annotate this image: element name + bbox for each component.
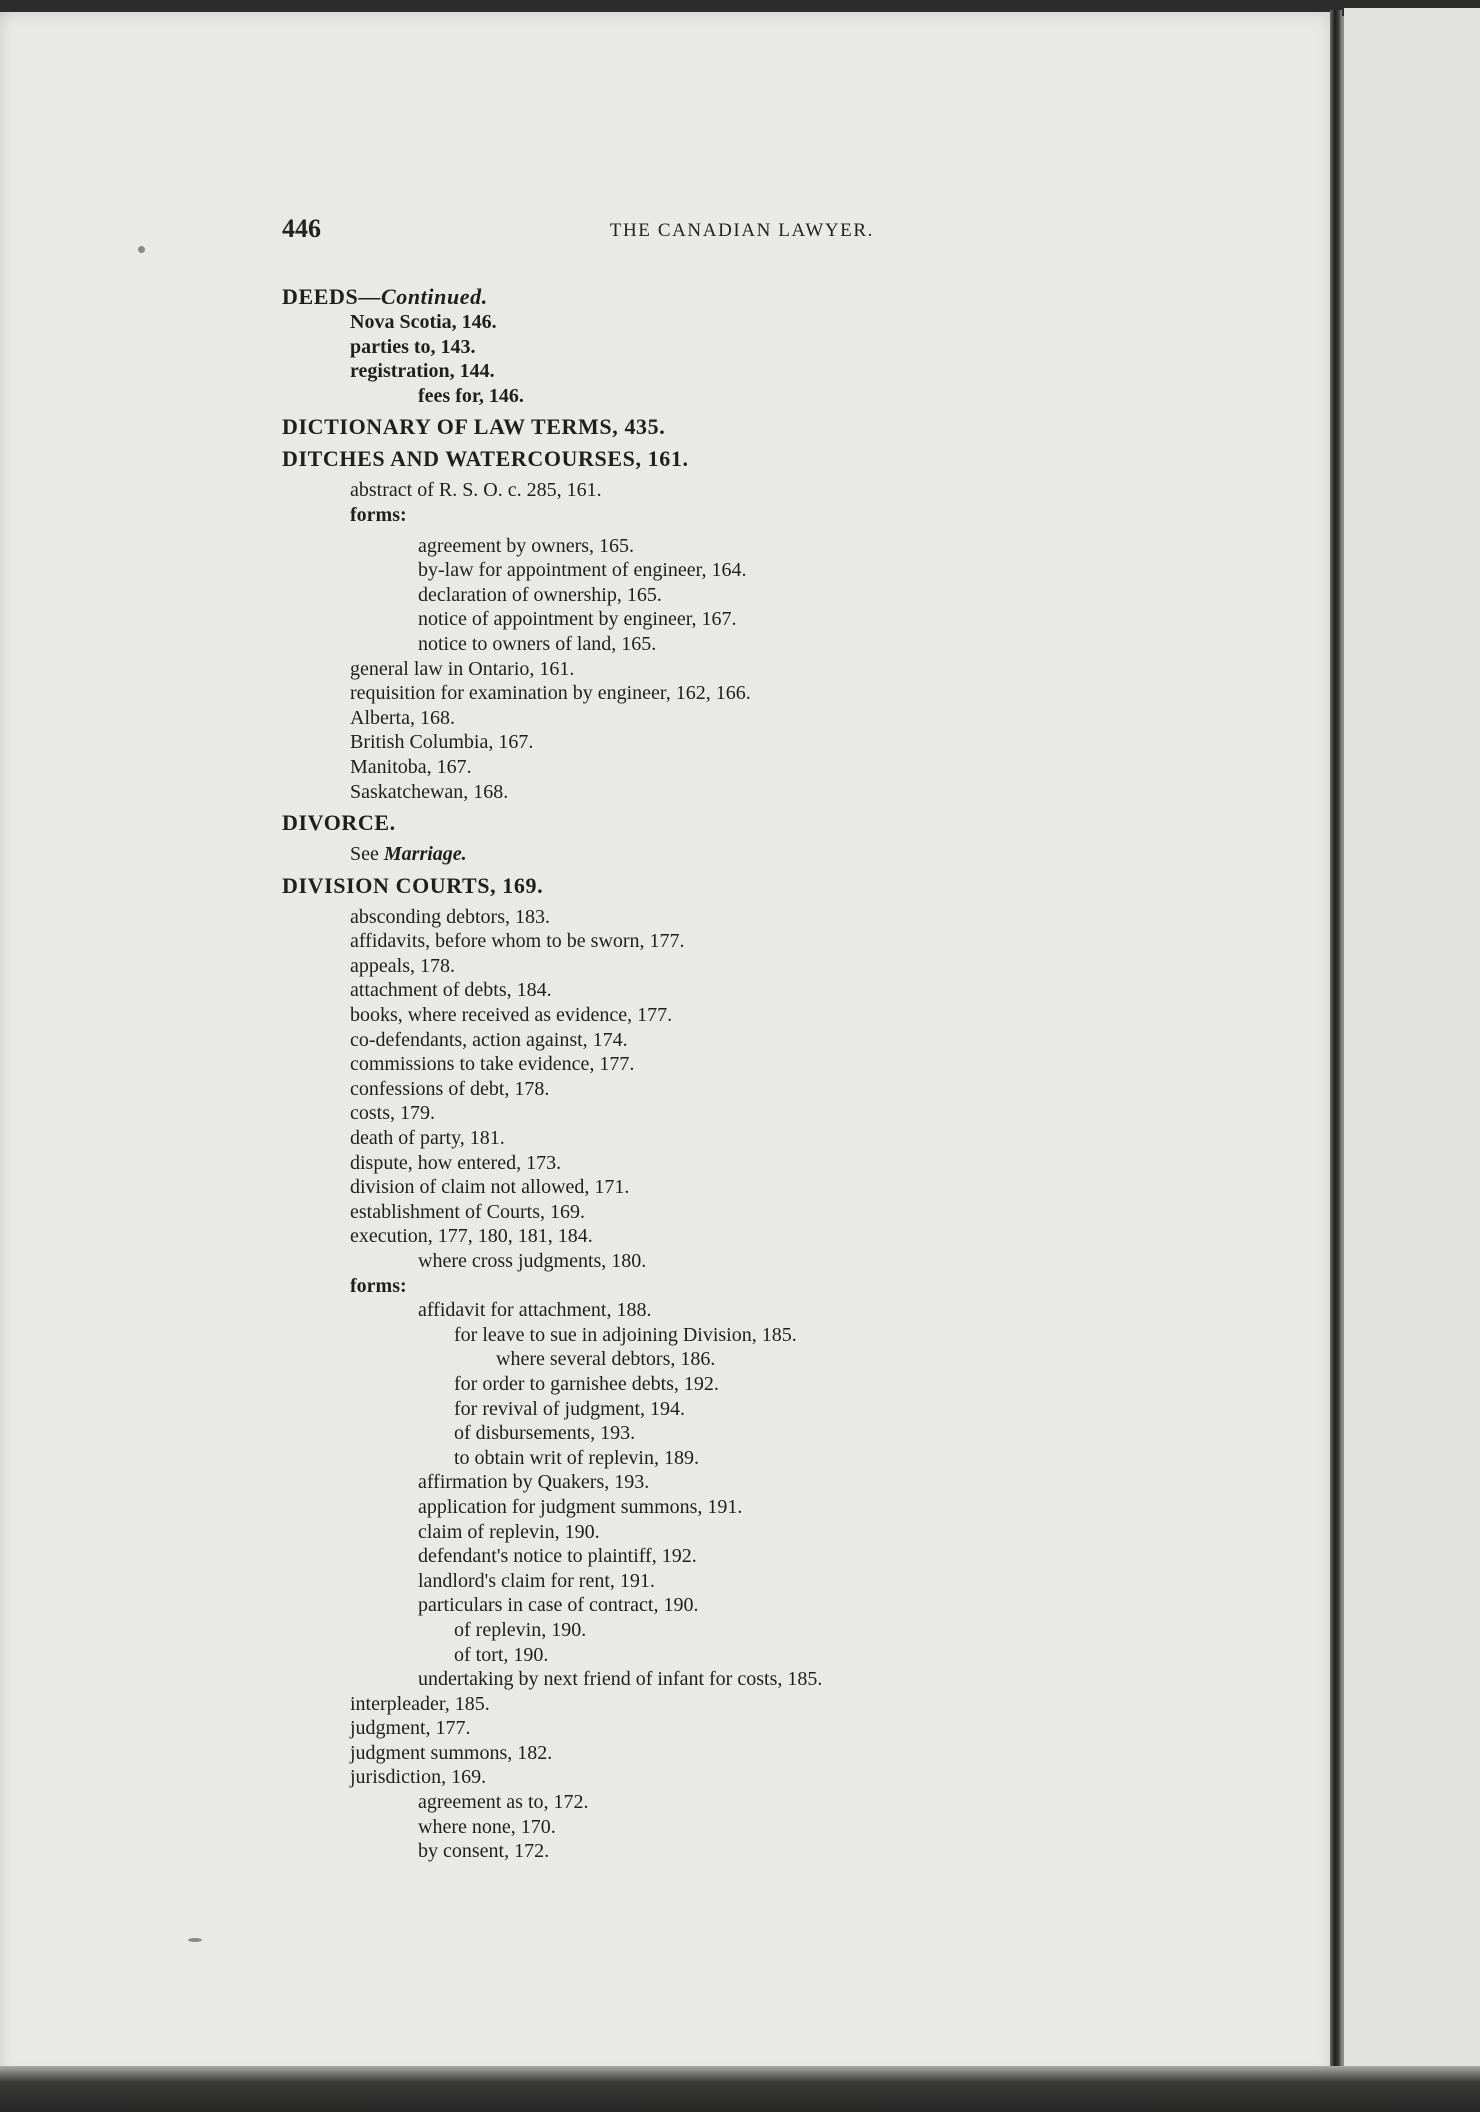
entry-text: establishment of Courts, 169. bbox=[350, 1200, 585, 1223]
index-entry bbox=[282, 478, 1182, 503]
index-entry bbox=[282, 1692, 1182, 1717]
index-entry bbox=[282, 607, 1182, 632]
entry-text: DIVORCE. bbox=[282, 810, 396, 836]
entry-text: absconding debtors, 183. bbox=[350, 905, 550, 928]
scan-speck bbox=[138, 246, 145, 253]
index-entry bbox=[282, 1520, 1182, 1545]
entry-text: where none, 170. bbox=[418, 1815, 556, 1838]
page-number: 446 bbox=[282, 214, 321, 243]
scan-bottom-edge bbox=[0, 2066, 1480, 2112]
entry-text: judgment summons, 182. bbox=[350, 1741, 553, 1764]
entry-text: jurisdiction, 169. bbox=[350, 1766, 487, 1789]
index-entry bbox=[282, 1372, 1182, 1397]
index-entry bbox=[282, 1323, 1182, 1348]
entry-text: DEEDS— bbox=[282, 284, 381, 309]
entry-text: appeals, 178. bbox=[350, 954, 455, 977]
entry-text: requisition for examination by engineer, 162, 166. bbox=[350, 682, 751, 705]
entry-text: DICTIONARY OF LAW TERMS, 435. bbox=[282, 414, 666, 440]
index-entry bbox=[282, 905, 1182, 930]
entry-text: general law in Ontario, 161. bbox=[350, 657, 575, 680]
index-entry bbox=[282, 1765, 1182, 1790]
entry-text: notice to owners of land, 165. bbox=[418, 632, 657, 655]
entry-text: defendant's notice to plaintiff, 192. bbox=[418, 1545, 697, 1568]
entry-text: for revival of judgment, 194. bbox=[454, 1397, 686, 1420]
index-entry bbox=[282, 730, 1182, 755]
index-entry bbox=[282, 1421, 1182, 1446]
index-entry bbox=[282, 1224, 1182, 1249]
entry-text: costs, 179. bbox=[350, 1102, 435, 1125]
entry-text: undertaking by next friend of infant for costs, 185. bbox=[418, 1668, 823, 1691]
entry-text: Nova Scotia, 146. bbox=[350, 311, 497, 333]
entry-text: attachment of debts, 184. bbox=[350, 979, 552, 1002]
entry-text: dispute, how entered, 173. bbox=[350, 1151, 562, 1174]
entry-text: DIVISION COURTS, 169. bbox=[282, 872, 544, 898]
index-entry bbox=[282, 384, 1182, 409]
entry-text: by-law for appointment of engineer, 164. bbox=[418, 559, 747, 582]
index-entry bbox=[282, 1397, 1182, 1422]
index-entry bbox=[282, 954, 1182, 979]
entry-text: death of party, 181. bbox=[350, 1127, 505, 1150]
entry-text: Saskatchewan, 168. bbox=[350, 780, 509, 803]
entry-text: where several debtors, 186. bbox=[496, 1348, 716, 1371]
index-entry bbox=[282, 534, 1182, 559]
entry-text: application for judgment summons, 191. bbox=[418, 1495, 743, 1518]
index-entry bbox=[282, 1544, 1182, 1569]
book-spine bbox=[1330, 10, 1342, 2070]
entry-text: declaration of ownership, 165. bbox=[418, 583, 662, 606]
index-entry bbox=[282, 335, 1182, 360]
index-entry bbox=[282, 1790, 1182, 1815]
index-entry bbox=[282, 1347, 1182, 1372]
index-entry bbox=[282, 755, 1182, 780]
index-entry bbox=[282, 706, 1182, 731]
index-entry bbox=[282, 359, 1182, 384]
index-entry bbox=[282, 1470, 1182, 1495]
entry-text: where cross judgments, 180. bbox=[418, 1250, 647, 1272]
entry-text: DITCHES AND WATERCOURSES, 161. bbox=[282, 446, 689, 472]
entry-text: agreement as to, 172. bbox=[418, 1791, 589, 1814]
entry-text: of tort, 190. bbox=[454, 1643, 549, 1666]
index-entry bbox=[282, 310, 1182, 335]
entry-text: abstract of R. S. O. c. 285, 161. bbox=[350, 479, 602, 502]
index-entry bbox=[282, 1618, 1182, 1643]
entry-text: confessions of debt, 178. bbox=[350, 1077, 550, 1100]
entry-text: division of claim not allowed, 171. bbox=[350, 1176, 630, 1199]
entry-text: co-defendants, action against, 174. bbox=[350, 1028, 628, 1051]
index-entry bbox=[282, 1249, 1182, 1274]
entry-text: execution, 177, 180, 181, 184. bbox=[350, 1225, 593, 1248]
entry-text: British Columbia, 167. bbox=[350, 731, 534, 754]
entry-text: claim of replevin, 190. bbox=[418, 1520, 600, 1543]
index-entry bbox=[282, 1815, 1182, 1840]
entry-text: forms: bbox=[350, 503, 407, 526]
entry-text: interpleader, 185. bbox=[350, 1692, 490, 1715]
index-entry bbox=[282, 1741, 1182, 1766]
entry-text: notice of appointment by engineer, 167. bbox=[418, 608, 737, 631]
index-entry bbox=[282, 1151, 1182, 1176]
entry-text: affirmation by Quakers, 193. bbox=[418, 1471, 650, 1494]
entry-text: of replevin, 190. bbox=[454, 1618, 587, 1641]
entry-text: Manitoba, 167. bbox=[350, 755, 472, 778]
entry-text: for order to garnishee debts, 192. bbox=[454, 1372, 719, 1395]
entry-text: commissions to take evidence, 177. bbox=[350, 1053, 635, 1076]
entry-text: by consent, 172. bbox=[418, 1840, 550, 1863]
entry-text: Alberta, 168. bbox=[350, 706, 455, 729]
index-heading bbox=[282, 446, 1182, 472]
index-entry bbox=[282, 1200, 1182, 1225]
facing-page-edge bbox=[1344, 8, 1480, 2072]
entry-text: landlord's claim for rent, 191. bbox=[418, 1569, 655, 1592]
index-heading bbox=[282, 414, 1182, 440]
index-entry bbox=[282, 558, 1182, 583]
entry-text: agreement by owners, 165. bbox=[418, 534, 635, 557]
cross-reference: Marriage. bbox=[383, 843, 467, 866]
index-entry bbox=[282, 1274, 1182, 1299]
entry-text: of disbursements, 193. bbox=[454, 1422, 636, 1445]
index-entry bbox=[282, 1667, 1182, 1692]
index-list bbox=[282, 284, 1182, 1864]
entry-text: affidavit for attachment, 188. bbox=[418, 1299, 652, 1322]
entry-text: See bbox=[350, 843, 384, 866]
entry-text: parties to, 143. bbox=[350, 335, 476, 358]
index-entry bbox=[282, 1077, 1182, 1102]
entry-text: registration, 144. bbox=[350, 360, 495, 383]
index-entry bbox=[282, 1716, 1182, 1741]
entry-text: forms: bbox=[350, 1274, 407, 1297]
scan-speck bbox=[188, 1938, 202, 1942]
index-entry bbox=[282, 657, 1182, 682]
index-entry bbox=[282, 1643, 1182, 1668]
entry-text: fees for, 146. bbox=[418, 384, 524, 407]
index-entry bbox=[282, 1028, 1182, 1053]
index-entry bbox=[282, 1593, 1182, 1618]
index-heading bbox=[282, 810, 1182, 836]
index-entry bbox=[282, 681, 1182, 706]
index-entry bbox=[282, 583, 1182, 608]
index-heading bbox=[282, 873, 1182, 899]
index-entry bbox=[282, 1298, 1182, 1323]
entry-text: books, where received as evidence, 177. bbox=[350, 1004, 673, 1027]
index-entry bbox=[282, 780, 1182, 805]
index-entry bbox=[282, 978, 1182, 1003]
index-entry bbox=[282, 503, 1182, 528]
index-entry bbox=[282, 1569, 1182, 1594]
index-entry bbox=[282, 1446, 1182, 1471]
index-entry bbox=[282, 1101, 1182, 1126]
index-entry bbox=[282, 1003, 1182, 1028]
index-heading bbox=[282, 284, 1182, 310]
running-head: THE CANADIAN LAWYER. bbox=[609, 220, 874, 241]
index-entry bbox=[282, 929, 1182, 954]
index-entry bbox=[282, 1052, 1182, 1077]
entry-text: affidavits, before whom to be sworn, 177. bbox=[350, 930, 685, 953]
entry-text: judgment, 177. bbox=[350, 1717, 471, 1740]
entry-text: to obtain writ of replevin, 189. bbox=[454, 1446, 699, 1469]
entry-text: for leave to sue in adjoining Division, 185. bbox=[454, 1323, 797, 1346]
page-header bbox=[282, 214, 874, 250]
continued-label: Continued. bbox=[380, 284, 488, 309]
index-entry bbox=[282, 842, 1182, 867]
index-entry bbox=[282, 1495, 1182, 1520]
index-entry bbox=[282, 1839, 1182, 1864]
entry-text: particulars in case of contract, 190. bbox=[418, 1594, 699, 1617]
index-entry bbox=[282, 1126, 1182, 1151]
index-entry bbox=[282, 1175, 1182, 1200]
index-entry bbox=[282, 632, 1182, 657]
